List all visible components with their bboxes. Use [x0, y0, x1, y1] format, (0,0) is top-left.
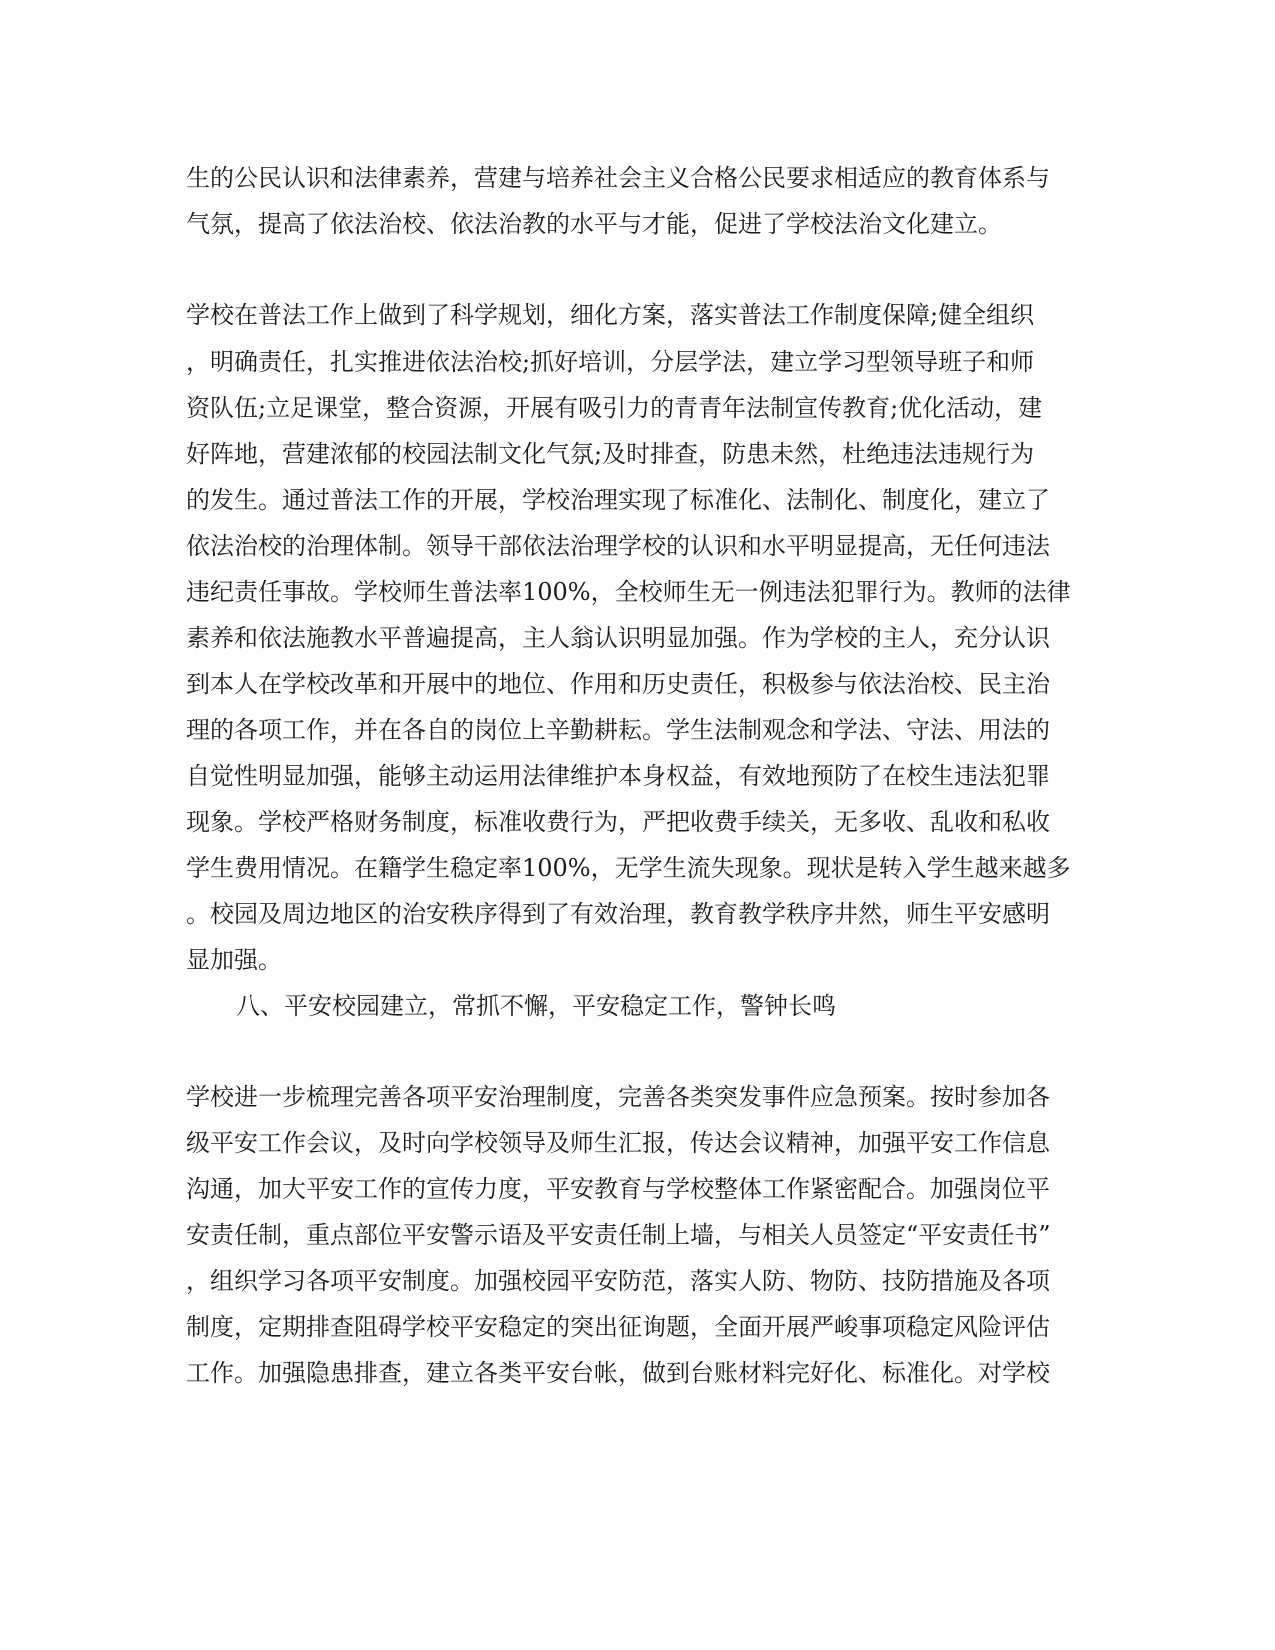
paragraph-2-line-14: 。校园及周边地区的治安秩序得到了有效治理，教育教学秩序井然，师生平安感明	[186, 900, 1050, 928]
paragraph-3-line-3: 沟通，加大平安工作的宣传力度，平安教育与学校整体工作紧密配合。加强岗位平	[186, 1175, 1050, 1203]
paragraph-2-line-1: 学校在普法工作上做到了科学规划，细化方案，落实普法工作制度保障;健全组织	[186, 301, 1035, 329]
paragraph-3-line-1: 学校进一步梳理完善各项平安治理制度，完善各类突发事件应急预案。按时参加各	[186, 1083, 1050, 1111]
paragraph-2-line-2: ，明确责任，扎实推进依法治校;抓好培训，分层学法，建立学习型领导班子和师	[186, 348, 1035, 376]
paragraph-2-line-12: 现象。学校严格财务制度，标准收费行为，严把收费手续关，无多收、乱收和私收	[186, 808, 1050, 836]
paragraph-2-line-7: 违纪责任事故。学校师生普法率100%，全校师生无一例违法犯罪行为。教师的法律	[186, 578, 1071, 606]
paragraph-2-line-4: 好阵地，营建浓郁的校园法制文化气氛;及时排查，防患未然，杜绝违法违规行为	[186, 440, 1035, 468]
paragraph-3-line-4: 安责任制，重点部位平安警示语及平安责任制上墙，与相关人员签定“平安责任书”	[186, 1221, 1051, 1249]
section-heading: 八、平安校园建立，常抓不懈，平安稳定工作，警钟长鸣	[236, 992, 836, 1020]
paragraph-2-line-6: 依法治校的治理体制。领导干部依法治理学校的认识和水平明显提高，无任何违法	[186, 532, 1050, 560]
paragraph-2-line-8: 素养和依法施教水平普遍提高，主人翁认识明显加强。作为学校的主人，充分认识	[186, 624, 1050, 652]
paragraph-3-line-6: 制度，定期排查阻碍学校平安稳定的突出征询题，全面开展严峻事项稳定风险评估	[186, 1313, 1050, 1341]
paragraph-2-line-10: 理的各项工作，并在各自的岗位上辛勤耕耘。学生法制观念和学法、守法、用法的	[186, 716, 1050, 744]
paragraph-2-line-11: 自觉性明显加强，能够主动运用法律维护本身权益，有效地预防了在校生违法犯罪	[186, 762, 1050, 790]
paragraph-3-line-7: 工作。加强隐患排查，建立各类平安台帐，做到台账材料完好化、标准化。对学校	[186, 1359, 1050, 1387]
paragraph-2-line-9: 到本人在学校改革和开展中的地位、作用和历史责任，积极参与依法治校、民主治	[186, 670, 1050, 698]
paragraph-2-line-3: 资队伍;立足课堂，整合资源，开展有吸引力的青青年法制宣传教育;优化活动，建	[186, 394, 1043, 422]
paragraph-3-line-2: 级平安工作会议，及时向学校领导及师生汇报，传达会议精神，加强平安工作信息	[186, 1129, 1050, 1157]
paragraph-3-line-5: ，组织学习各项平安制度。加强校园平安防范，落实人防、物防、技防措施及各项	[186, 1267, 1050, 1295]
paragraph-1-line-1: 生的公民认识和法律素养，营建与培养社会主义合格公民要求相适应的教育体系与	[186, 164, 1050, 192]
paragraph-1-line-2: 气氛，提高了依法治校、依法治教的水平与才能，促进了学校法治文化建立。	[186, 210, 1002, 238]
paragraph-2-line-13: 学生费用情况。在籍学生稳定率100%，无学生流失现象。现状是转入学生越来越多	[186, 854, 1071, 882]
paragraph-2-line-15: 显加强。	[186, 946, 282, 974]
paragraph-2-line-5: 的发生。通过普法工作的开展，学校治理实现了标准化、法制化、制度化，建立了	[186, 486, 1050, 514]
